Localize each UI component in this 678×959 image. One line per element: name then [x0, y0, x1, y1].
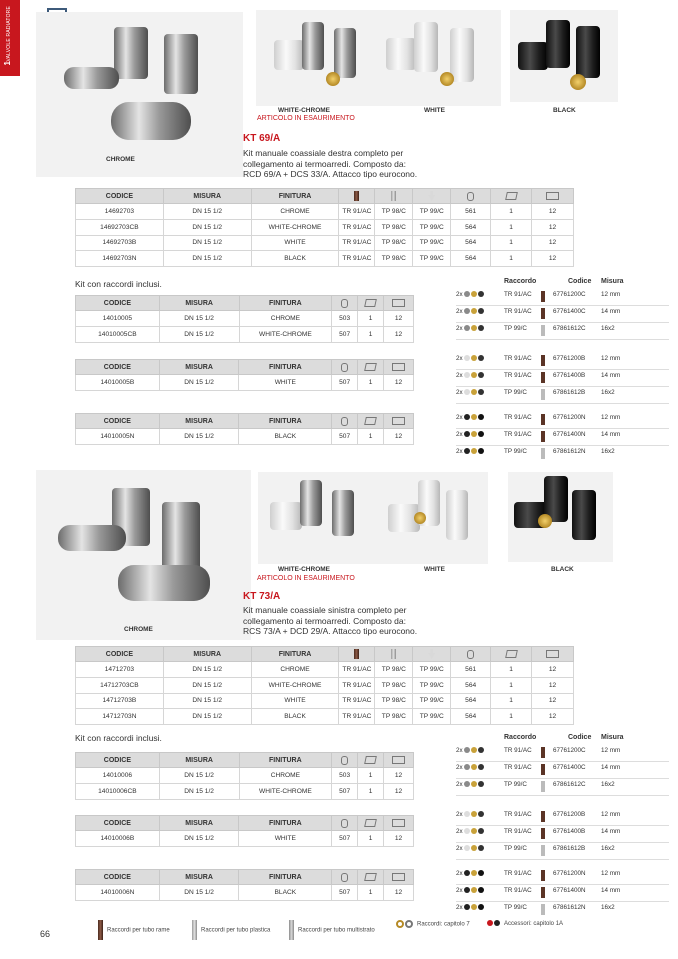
pack-icon — [364, 417, 377, 425]
bag-icon — [341, 417, 348, 426]
bag-icon — [341, 756, 348, 765]
fittings-icon — [396, 920, 414, 928]
kt69-variant-note: ARTICOLO IN ESAURIMENTO — [257, 115, 355, 122]
kt73-kit-table-1: CODICE MISURA FINITURA 14010006 DN 15 1/2 CHROME 503 1 12 14010006CB DN 15 1/2 WHITE-CHROME 507 1 12 — [75, 752, 414, 800]
table-row: 14712703CB DN 15 1/2 WHITE-CHROME TR 91/AC TP 98/C TP 99/C 564 1 12 — [76, 677, 574, 693]
box-icon — [392, 819, 405, 827]
kt69-product-table — [75, 188, 574, 267]
table-header: CODICE MISURA FINITURA — [76, 647, 574, 662]
list-item: 2x TP 99/C 67861612B 16x2 — [456, 389, 485, 404]
kt69-accessories: Raccordo Codice Misura 2x TR 91/AC 67761200C 12 mm 2x TR 91/AC 67761400C 14 mm 2x TP 99/C 67861612C 16x2 2x TR 91/AC 67761200B 12 mm 2x TR 91/AC 67761400B 14 mm 2x TP 99/C 67861612B 16x2 2x TR 91/AC 67761200N 12 mm 2x TR 91/AC 67761400N 14 mm 2x TP 99/C 67861612N 16x2 — [456, 278, 670, 463]
legend-multilayer: Raccordi per tubo multistrato — [289, 920, 375, 940]
kt69-kit-table-3: CODICE MISURA FINITURA 14010005N DN 15 1/2 BLACK 507 1 12 — [75, 413, 414, 445]
multilayer-pipe-icon — [428, 191, 435, 201]
list-item: 2x TP 99/C 67861612B 16x2 — [456, 845, 485, 860]
box-icon — [392, 873, 405, 881]
kt69-kit-table-1: CODICE MISURA FINITURA 14010005 DN 15 1/2 CHROME 503 1 12 14010005CB DN 15 1/2 WHITE-CHROME 507 1 12 — [75, 295, 414, 343]
table-row: 14712703B DN 15 1/2 WHITE TR 91/AC TP 98/C TP 99/C 564 1 12 — [76, 693, 574, 709]
kt73-variant-note: ARTICOLO IN ESAURIMENTO — [257, 575, 355, 582]
table-row: 14712703N DN 15 1/2 BLACK TR 91/AC TP 98/C TP 99/C 564 1 12 — [76, 709, 574, 725]
accessories-icon — [487, 920, 501, 927]
bag-icon — [467, 192, 474, 201]
kt73-variant-label-2: WHITE — [424, 566, 445, 573]
bag-icon — [341, 873, 348, 882]
bag-icon — [341, 819, 348, 828]
table-row: 14010005B DN 15 1/2 WHITE 507 1 12 — [76, 375, 414, 391]
kt69-main-label: CHROME — [106, 156, 135, 163]
legend-copper: Raccordi per tubo rame — [98, 920, 170, 940]
kt69-variant-label-3: BLACK — [553, 107, 576, 114]
list-item: 2x TR 91/AC 67761400N 14 mm — [456, 431, 485, 446]
kt73-variant-label-3: BLACK — [551, 566, 574, 573]
kt69-black-photo — [510, 10, 618, 102]
table-row: 14692703B DN 15 1/2 WHITE TR 91/AC TP 98/C TP 99/C 564 1 12 — [76, 235, 574, 251]
kt73-main-photo — [36, 470, 251, 640]
table-row: 14010006N DN 15 1/2 BLACK 507 1 12 — [76, 885, 414, 901]
table-row: 14010005CB DN 15 1/2 WHITE-CHROME 507 1 12 — [76, 326, 414, 342]
kt73-black-photo — [508, 472, 613, 562]
box-icon — [392, 363, 405, 371]
table-row: 14712703 DN 15 1/2 CHROME TR 91/AC TP 98/C TP 99/C 561 1 12 — [76, 662, 574, 678]
list-item: 2x TR 91/AC 67761400N 14 mm — [456, 887, 485, 902]
table-row: 14010006 DN 15 1/2 CHROME 503 1 12 — [76, 768, 414, 784]
plastic-pipe-icon — [391, 649, 396, 659]
legend-plastic: Raccordi per tubo plastica — [192, 920, 270, 940]
list-item: 2x TR 91/AC 67761200N 12 mm — [456, 870, 485, 885]
list-item: 2x TR 91/AC 67761200C 12 mm — [456, 291, 485, 306]
kt73-title: KT 73/A — [243, 591, 281, 602]
kt69-variant-label-1: WHITE-CHROME — [278, 107, 330, 114]
pack-icon — [364, 299, 377, 307]
copper-pipe-icon — [354, 191, 359, 201]
table-row: 14692703CB DN 15 1/2 WHITE-CHROME TR 91/AC TP 98/C TP 99/C 564 1 12 — [76, 219, 574, 235]
kt73-main-label: CHROME — [124, 626, 153, 633]
pack-icon — [505, 650, 518, 658]
multilayer-pipe-icon — [289, 920, 294, 940]
list-item: 2x TR 91/AC 67761200B 12 mm — [456, 355, 485, 370]
kt73-description: Kit manuale coassiale sinistra completo per collegamento ai termoarredi. Composto da: RCS 73/A + DCD 29/A. Attacco tipo eurocono. — [243, 605, 418, 636]
bag-icon — [467, 650, 474, 659]
list-item: 2x TP 99/C 67861612N 16x2 — [456, 904, 485, 919]
list-item: 2x TR 91/AC 67761400C 14 mm — [456, 308, 485, 323]
kt69-kit-label: Kit con raccordi inclusi. — [75, 279, 162, 289]
list-item: 2x TR 91/AC 67761400B 14 mm — [456, 372, 485, 387]
table-row: 14692703N DN 15 1/2 BLACK TR 91/AC TP 98/C TP 99/C 564 1 12 — [76, 251, 574, 267]
kt69-variant-label-2: WHITE — [424, 107, 445, 114]
kt73-accessories: Raccordo Codice Misura 2x TR 91/AC 67761200C 12 mm 2x TR 91/AC 67761400C 14 mm 2x TP 99/C 67861612C 16x2 2x TR 91/AC 67761200B 12 mm 2x TR 91/AC 67761400B 14 mm 2x TP 99/C 67861612B 16x2 2x TR 91/AC 67761200N 12 mm 2x TR 91/AC 67761400N 14 mm 2x TP 99/C 67861612N 16x2 — [456, 734, 670, 919]
section-tab — [0, 0, 20, 76]
kt73-product-table — [75, 646, 574, 725]
list-item: 2x TP 99/C 67861612C 16x2 — [456, 325, 485, 340]
list-item: 2x TR 91/AC 67761200C 12 mm — [456, 747, 485, 762]
list-item: 2x TP 99/C 67861612N 16x2 — [456, 448, 485, 463]
list-item: 2x TR 91/AC 67761400B 14 mm — [456, 828, 485, 843]
pack-icon — [364, 819, 377, 827]
pack-icon — [364, 873, 377, 881]
multilayer-pipe-icon — [428, 649, 435, 659]
kt69-main-photo — [36, 12, 243, 177]
list-item: 2x TP 99/C 67861612C 16x2 — [456, 781, 485, 796]
legend-fittings: Raccordi: capitolo 7 — [396, 920, 470, 928]
box-icon — [392, 299, 405, 307]
kt73-variant-label-1: WHITE-CHROME — [278, 566, 330, 573]
table-row: 14692703 DN 15 1/2 CHROME TR 91/AC TP 98/C TP 99/C 561 1 12 — [76, 204, 574, 220]
list-item: 2x TR 91/AC 67761200B 12 mm — [456, 811, 485, 826]
legend-accessories: Accessori: capitolo 1A — [487, 920, 563, 927]
kt73-variants-photo — [258, 472, 488, 564]
box-icon — [546, 192, 559, 200]
table-header: CODICE MISURA FINITURA — [76, 189, 574, 204]
table-row: 14010006CB DN 15 1/2 WHITE-CHROME 507 1 12 — [76, 783, 414, 799]
box-icon — [546, 650, 559, 658]
bag-icon — [341, 363, 348, 372]
kt73-kit-label: Kit con raccordi inclusi. — [75, 733, 162, 743]
list-item: 2x TR 91/AC 67761200N 12 mm — [456, 414, 485, 429]
page-number: 66 — [40, 929, 51, 939]
copper-pipe-icon — [98, 920, 103, 940]
pack-icon — [364, 363, 377, 371]
bag-icon — [341, 299, 348, 308]
pack-icon — [505, 192, 518, 200]
table-row: 14010006B DN 15 1/2 WHITE 507 1 12 — [76, 831, 414, 847]
plastic-pipe-icon — [192, 920, 197, 940]
section-number: 1 — [3, 61, 12, 66]
box-icon — [392, 417, 405, 425]
table-row: 14010005 DN 15 1/2 CHROME 503 1 12 — [76, 311, 414, 327]
kt69-description: Kit manuale coassiale destra completo per collegamento ai termoarredi. Composto da: RCD 69/A + DCS 33/A. Attacco tipo eurocono. — [243, 148, 418, 179]
kt73-kit-table-2: CODICE MISURA FINITURA 14010006B DN 15 1/2 WHITE 507 1 12 — [75, 815, 414, 847]
kt73-kit-table-3: CODICE MISURA FINITURA 14010006N DN 15 1/2 BLACK 507 1 12 — [75, 869, 414, 901]
section-label: VALVOLE RADIATORE — [6, 6, 12, 62]
plastic-pipe-icon — [391, 191, 396, 201]
table-row: 14010005N DN 15 1/2 BLACK 507 1 12 — [76, 429, 414, 445]
kt69-title: KT 69/A — [243, 133, 281, 144]
list-item: 2x TR 91/AC 67761400C 14 mm — [456, 764, 485, 779]
pack-icon — [364, 756, 377, 764]
kt69-variants-photo — [256, 10, 501, 106]
box-icon — [392, 756, 405, 764]
kt69-kit-table-2: CODICE MISURA FINITURA 14010005B DN 15 1/2 WHITE 507 1 12 — [75, 359, 414, 391]
copper-pipe-icon — [354, 649, 359, 659]
